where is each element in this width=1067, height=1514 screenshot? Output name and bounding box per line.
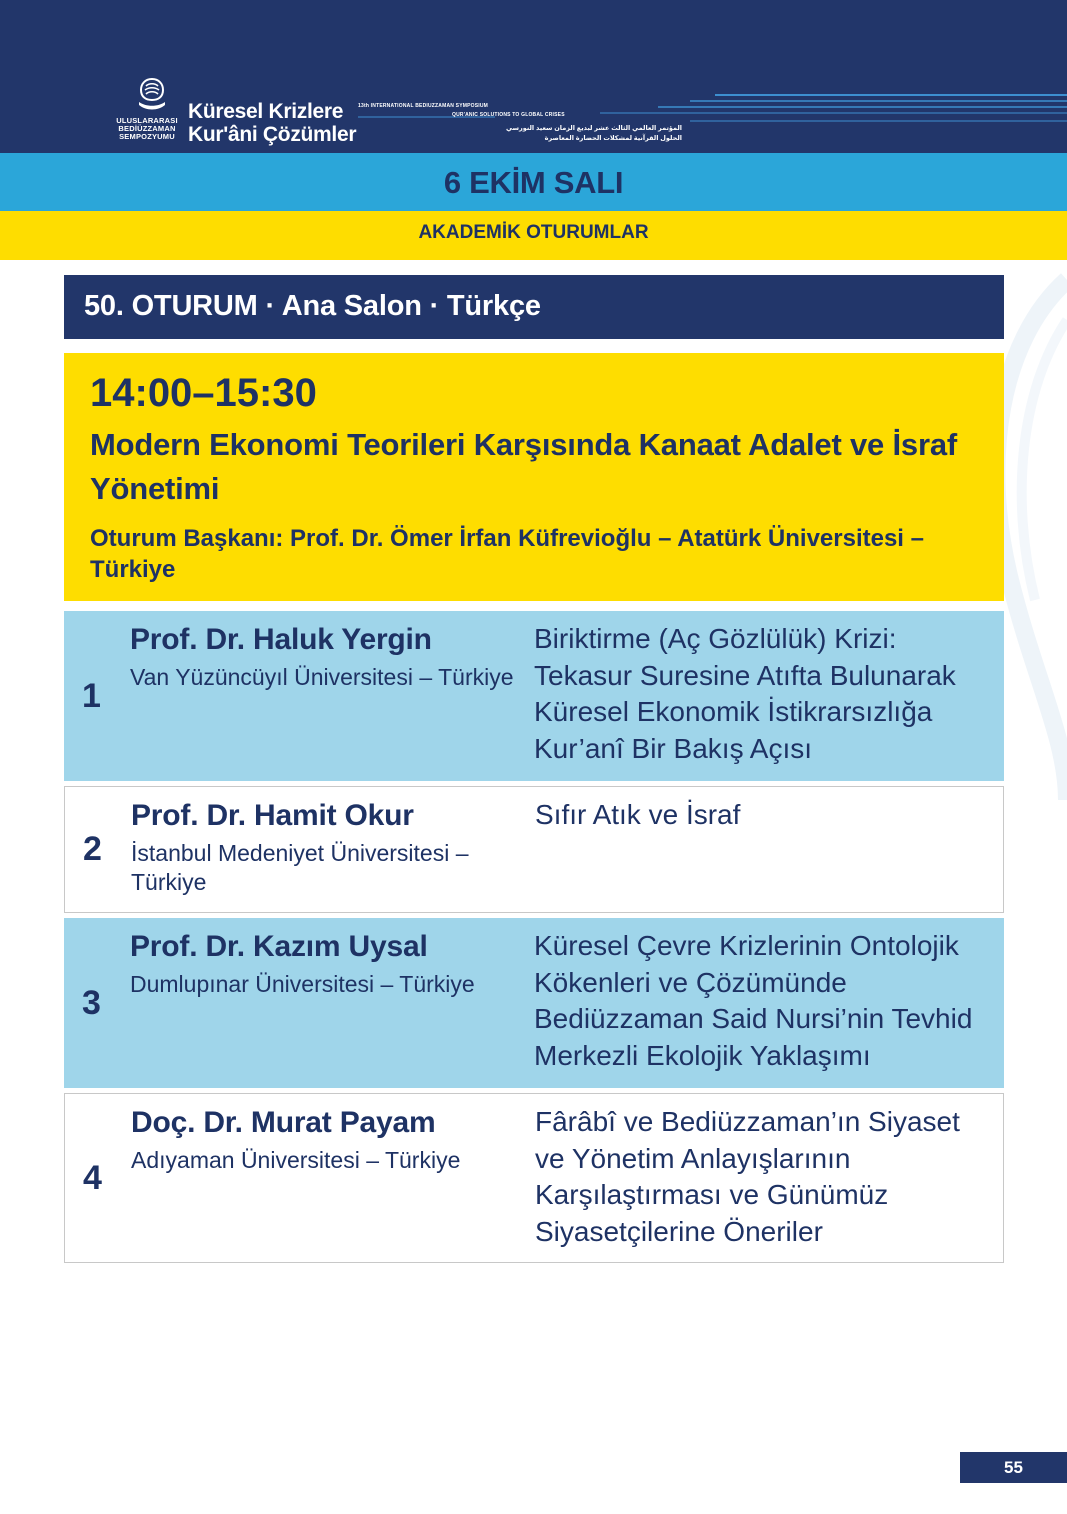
presenter-affiliation: Adıyaman Üniversitesi – Türkiye [131, 1147, 461, 1173]
presenter-name: Prof. Dr. Hamit Okur [131, 799, 414, 832]
logo-title-line1: Küresel Krizlere [188, 100, 344, 123]
presentation-title: Sıfır Atık ve İsraf [535, 799, 741, 830]
logo-title-line2: Kur'âni Çözümler [188, 123, 357, 146]
logo-arabic-line2: الحلول القرآنية لمشكلات الحضارة المعاصرة [544, 135, 682, 142]
presenter-name: Prof. Dr. Haluk Yergin [130, 623, 432, 656]
presenter-info [130, 623, 520, 692]
presenter-info [130, 930, 520, 999]
presentation-number: 1 [82, 676, 101, 715]
logo-small-line: ULUSLARARASI [116, 116, 178, 125]
logo-small-text [111, 117, 183, 141]
presentation-number: 3 [82, 983, 101, 1022]
logo-english-line1: 13th INTERNATIONAL BEDIUZZAMAN SYMPOSIUM [358, 103, 489, 109]
presentation-row [64, 1093, 1004, 1263]
date-banner: 6 EKİM SALI [0, 153, 1067, 211]
presentation-row [64, 786, 1004, 913]
session-info-box [64, 353, 1004, 601]
presenter-info [131, 799, 521, 897]
presentation-number: 2 [83, 830, 102, 868]
logo-small-line: SEMPOZYUMU [119, 132, 175, 141]
presenter-affiliation: İstanbul Medeniyet Üniversitesi – Türkiye [131, 840, 469, 895]
presentation-title: Biriktirme (Aç Gözlülük) Krizi: Tekasur Suresine Atıfta Bulunarak Küresel Ekonomik İstikrarsızlığa Kur’anî Bir Bakış Açısı [534, 623, 956, 764]
logo-small-line: BEDİÜZZAMAN [118, 124, 176, 133]
presentation-row [64, 611, 1004, 781]
session-title: 50. OTURUM · Ana Salon · Türkçe [64, 275, 1004, 339]
presenter-name: Prof. Dr. Kazım Uysal [130, 930, 428, 963]
logo-arabic-line1: المؤتمر العالمي الثالث عشر لبديع الزمان سعيد النورسي [506, 125, 682, 132]
presenter-affiliation: Van Yüzüncüyıl Üniversitesi – Türkiye [130, 664, 514, 690]
logo-english-line2: QUR'ANIC SOLUTIONS TO GLOBAL CRISES [452, 112, 565, 118]
page-header [0, 0, 1067, 153]
category-banner: AKADEMİK OTURUMLAR [0, 211, 1067, 260]
presentation-title: Fârâbî ve Bediüzzaman’ın Siyaset ve Yönetim Anlayışlarının Karşılaştırması ve Günümüz Siyasetçilerine Öneriler [535, 1106, 960, 1247]
presenter-info [131, 1106, 521, 1175]
presentation-title: Küresel Çevre Krizlerinin Ontolojik Kökenleri ve Çözümünde Bediüzzaman Said Nursi’nin Tevhid Merkezli Ekolojik Yaklaşımı [534, 930, 973, 1071]
session-topic: Modern Ekonomi Teorileri Karşısında Kanaat Adalet ve İsraf Yönetimi [90, 427, 957, 506]
presentation-row [64, 918, 1004, 1088]
session-chair: Oturum Başkanı: Prof. Dr. Ömer İrfan Küfrevioğlu – Atatürk Üniversitesi – Türkiye [90, 525, 924, 583]
symposium-emblem-icon [136, 78, 168, 112]
logo-title [188, 100, 356, 146]
session-time: 14:00–15:30 [90, 371, 317, 415]
presenter-affiliation: Dumlupınar Üniversitesi – Türkiye [130, 971, 475, 997]
presentation-number: 4 [83, 1158, 102, 1197]
logo-arabic-text [496, 124, 682, 144]
presenter-name: Doç. Dr. Murat Payam [131, 1106, 436, 1139]
logo-english-text [358, 102, 565, 120]
page-number: 55 [960, 1452, 1067, 1483]
